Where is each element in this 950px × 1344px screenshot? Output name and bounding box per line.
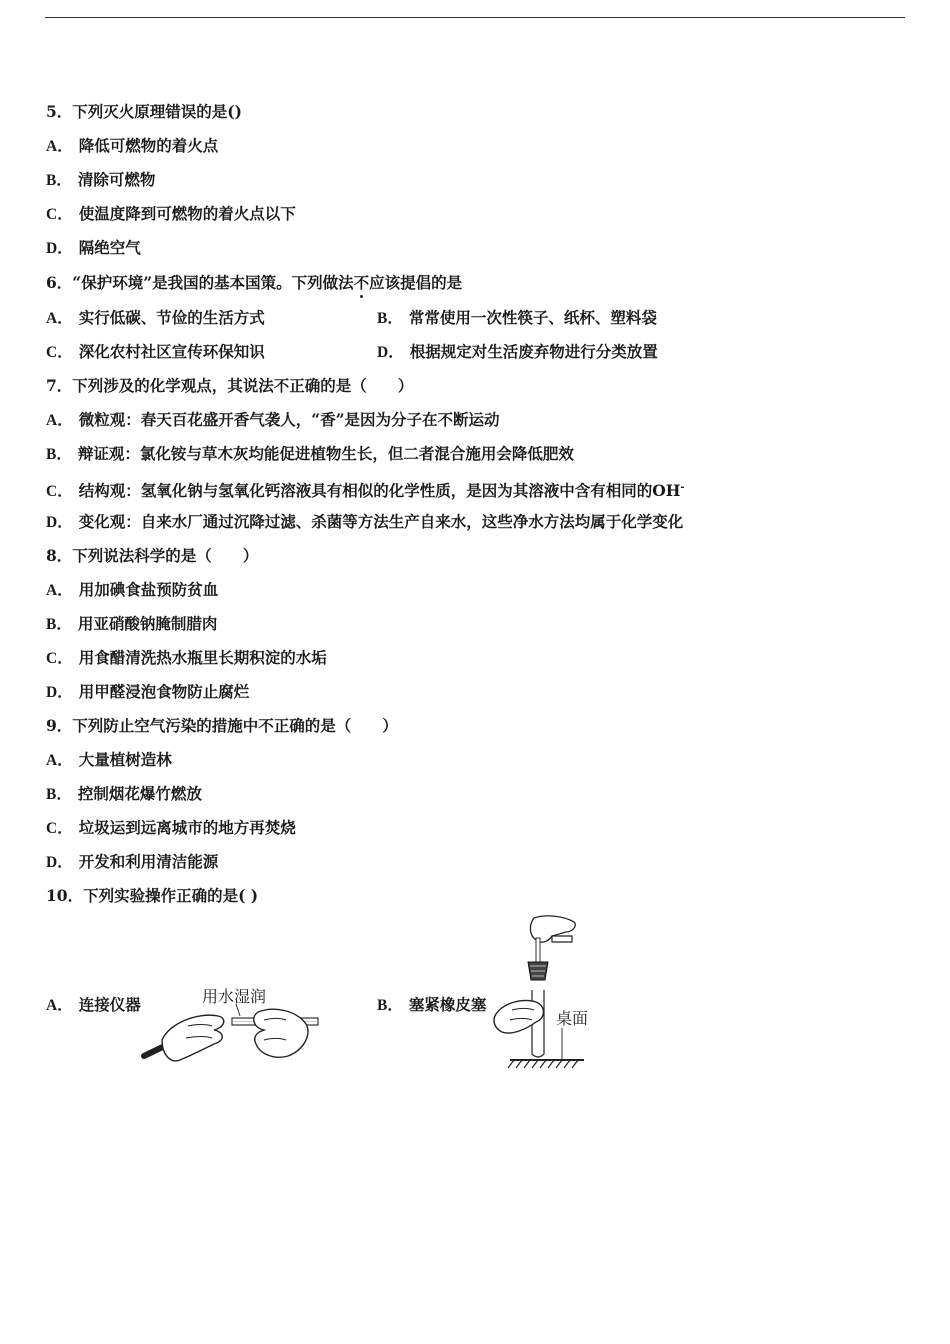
option-label: A．	[46, 997, 73, 1014]
q8-option-c[interactable]	[46, 648, 327, 669]
q6-stem-after: 应该提倡的是	[369, 273, 463, 292]
option-label: B．	[46, 616, 72, 633]
q5-option-a[interactable]	[46, 136, 218, 157]
option-text: 控制烟花爆竹燃放	[77, 784, 202, 803]
option-text: 用食醋清洗热水瓶里长期积淀的水垢	[78, 648, 327, 667]
q9-option-b[interactable]	[46, 784, 202, 805]
q6-stem-before: 6．“保护环境”是我国的基本国策。下列做法	[46, 273, 354, 292]
q9-option-a[interactable]	[46, 750, 172, 771]
option-label: C．	[46, 206, 73, 223]
figure-label-table: 桌面	[556, 1009, 589, 1028]
option-text: 根据规定对生活废弃物进行分类放置	[409, 342, 658, 361]
q6-option-b[interactable]	[377, 308, 657, 329]
q10-stem: 10．下列实验操作正确的是( )	[46, 886, 259, 905]
option-label: C．	[46, 483, 73, 500]
option-text: 用加碘食盐预防贫血	[78, 580, 219, 599]
option-label: D．	[46, 684, 73, 701]
figure-connect-apparatus	[140, 982, 330, 1072]
option-text: 隔绝空气	[78, 238, 141, 257]
q10-option-a[interactable]	[46, 995, 141, 1016]
q7-option-a[interactable]	[46, 410, 500, 431]
q8-option-b[interactable]	[46, 614, 217, 635]
option-text: 连接仪器	[78, 995, 141, 1014]
option-label: D．	[377, 344, 404, 361]
q7-option-b[interactable]	[46, 444, 574, 465]
figure-label-wet: 用水湿润	[202, 987, 267, 1006]
option-text: 结构观：氢氧化钠与氢氧化钙溶液具有相似的化学性质，是因为其溶液中含有相同的OH	[78, 481, 681, 500]
option-label: A．	[46, 310, 73, 327]
option-label: C．	[46, 650, 73, 667]
q5-option-b[interactable]	[46, 170, 155, 191]
option-label: B．	[46, 172, 72, 189]
option-text: 辩证观：氯化铵与草木灰均能促进植物生长，但二者混合施用会降低肥效	[77, 444, 574, 463]
q6-stem-emphasis: 不	[353, 273, 370, 292]
option-label: C．	[46, 820, 73, 837]
option-text: 使温度降到可燃物的着火点以下	[78, 204, 296, 223]
q9-option-d[interactable]	[46, 852, 218, 873]
q5-stem: 5．下列灭火原理错误的是()	[46, 102, 242, 121]
option-text: 降低可燃物的着火点	[78, 136, 219, 155]
q9-stem: 9．下列防止空气污染的措施中不正确的是（ ）	[46, 716, 398, 735]
q10-option-b[interactable]	[377, 995, 486, 1016]
q6-option-d[interactable]	[377, 342, 658, 363]
option-text: 变化观：自来水厂通过沉降过滤、杀菌等方法生产自来水，这些净水方法均属于化学变化	[78, 512, 684, 531]
q6-stem	[46, 273, 462, 293]
q9-option-c[interactable]	[46, 818, 296, 839]
insert-stopper-illustration	[490, 914, 600, 1072]
option-text: 垃圾运到远离城市的地方再焚烧	[78, 818, 296, 837]
q5-option-d[interactable]	[46, 238, 141, 259]
option-text: 开发和利用清洁能源	[78, 852, 219, 871]
q7-option-c[interactable]	[46, 478, 685, 502]
q6-option-a[interactable]	[46, 308, 265, 329]
option-text: 清除可燃物	[77, 170, 156, 189]
option-label: A．	[46, 412, 73, 429]
option-label: B．	[46, 786, 72, 803]
option-label: D．	[46, 514, 73, 531]
q8-option-a[interactable]	[46, 580, 218, 601]
q5-option-c[interactable]	[46, 204, 296, 225]
option-label: B．	[46, 446, 72, 463]
q8-option-d[interactable]	[46, 682, 249, 703]
superscript: -	[680, 482, 685, 493]
option-label: A．	[46, 752, 73, 769]
option-label: A．	[46, 582, 73, 599]
q7-stem: 7．下列涉及的化学观点，其说法不正确的是（ ）	[46, 376, 414, 395]
option-label: B．	[377, 310, 403, 327]
option-text: 实行低碳、节俭的生活方式	[78, 308, 265, 327]
option-label: D．	[46, 240, 73, 257]
option-text: 塞紧橡皮塞	[408, 995, 487, 1014]
option-label: A．	[46, 138, 73, 155]
option-label: C．	[46, 344, 73, 361]
figure-insert-stopper	[490, 914, 600, 1072]
q6-option-c[interactable]	[46, 342, 265, 363]
option-text: 大量植树造林	[78, 750, 172, 769]
q7-option-d[interactable]	[46, 512, 683, 533]
option-text: 用亚硝酸钠腌制腊肉	[77, 614, 218, 633]
option-text: 常常使用一次性筷子、纸杯、塑料袋	[408, 308, 657, 327]
option-label: B．	[377, 997, 403, 1014]
option-text: 微粒观：春天百花盛开香气袭人，“香”是因为分子在不断运动	[78, 410, 500, 429]
q8-stem: 8．下列说法科学的是（ ）	[46, 546, 259, 565]
option-label: D．	[46, 854, 73, 871]
option-text: 用甲醛浸泡食物防止腐烂	[78, 682, 250, 701]
option-text: 深化农村社区宣传环保知识	[78, 342, 265, 361]
header-rule	[45, 17, 905, 18]
